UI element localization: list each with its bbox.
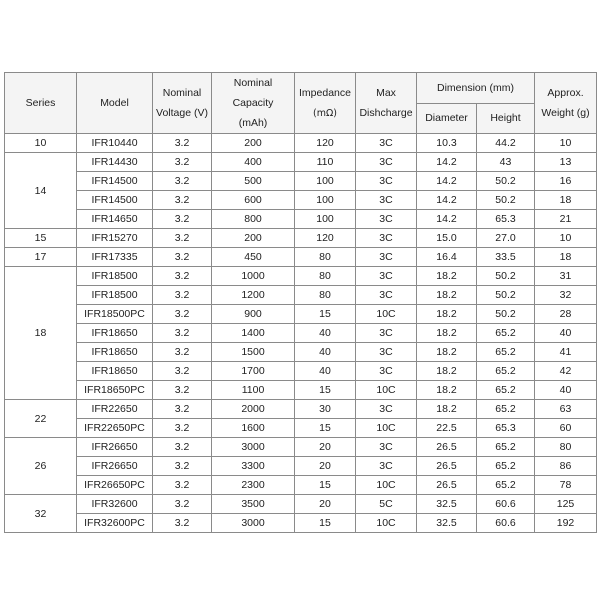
- table-row: [5, 210, 597, 229]
- height-cell: 60.6: [477, 514, 535, 533]
- impedance-cell: 20: [295, 457, 356, 476]
- model-cell: IFR15270: [77, 229, 153, 248]
- discharge-cell: 3C: [356, 134, 417, 153]
- impedance-cell: 120: [295, 229, 356, 248]
- impedance-cell: 15: [295, 476, 356, 495]
- discharge-cell: 3C: [356, 400, 417, 419]
- height-cell: 50.2: [477, 286, 535, 305]
- voltage-cell: 3.2: [153, 495, 212, 514]
- header-dimension: Dimension (mm): [417, 73, 535, 104]
- voltage-cell: 3.2: [153, 457, 212, 476]
- table-row: [5, 305, 597, 324]
- table-header: [5, 73, 597, 134]
- weight-cell: 42: [535, 362, 597, 381]
- capacity-cell: 1100: [212, 381, 295, 400]
- height-cell: 50.2: [477, 305, 535, 324]
- table-body: [5, 134, 597, 533]
- discharge-cell: 3C: [356, 286, 417, 305]
- model-cell: IFR22650: [77, 400, 153, 419]
- capacity-cell: 3500: [212, 495, 295, 514]
- header-voltage-line1: Nominal: [162, 87, 202, 99]
- diameter-cell: 14.2: [417, 153, 477, 172]
- diameter-cell: 18.2: [417, 400, 477, 419]
- discharge-cell: 10C: [356, 419, 417, 438]
- diameter-cell: 16.4: [417, 248, 477, 267]
- impedance-cell: 80: [295, 286, 356, 305]
- model-cell: IFR17335: [77, 248, 153, 267]
- diameter-cell: 26.5: [417, 476, 477, 495]
- model-cell: IFR26650PC: [77, 476, 153, 495]
- header-max-line2: Dishcharge: [359, 107, 413, 119]
- series-cell: 17: [5, 248, 77, 267]
- diameter-cell: 18.2: [417, 381, 477, 400]
- model-cell: IFR18650: [77, 362, 153, 381]
- diameter-cell: 18.2: [417, 324, 477, 343]
- voltage-cell: 3.2: [153, 210, 212, 229]
- voltage-cell: 3.2: [153, 438, 212, 457]
- height-cell: 65.2: [477, 362, 535, 381]
- table-row: [5, 191, 597, 210]
- voltage-cell: 3.2: [153, 343, 212, 362]
- discharge-cell: 3C: [356, 153, 417, 172]
- table-row: [5, 419, 597, 438]
- impedance-cell: 100: [295, 172, 356, 191]
- impedance-cell: 15: [295, 419, 356, 438]
- diameter-cell: 14.2: [417, 210, 477, 229]
- voltage-cell: 3.2: [153, 191, 212, 210]
- series-cell: 26: [5, 438, 77, 495]
- weight-cell: 28: [535, 305, 597, 324]
- impedance-cell: 100: [295, 191, 356, 210]
- model-cell: IFR18500PC: [77, 305, 153, 324]
- weight-cell: 10: [535, 134, 597, 153]
- capacity-cell: 3000: [212, 514, 295, 533]
- diameter-cell: 14.2: [417, 172, 477, 191]
- diameter-cell: 26.5: [417, 438, 477, 457]
- diameter-cell: 32.5: [417, 495, 477, 514]
- capacity-cell: 1700: [212, 362, 295, 381]
- capacity-cell: 1200: [212, 286, 295, 305]
- height-cell: 27.0: [477, 229, 535, 248]
- weight-cell: 18: [535, 248, 597, 267]
- weight-cell: 21: [535, 210, 597, 229]
- model-cell: IFR14500: [77, 172, 153, 191]
- voltage-cell: 3.2: [153, 324, 212, 343]
- height-cell: 65.2: [477, 324, 535, 343]
- header-impedance: [295, 73, 356, 134]
- header-series: Series: [5, 73, 77, 134]
- impedance-cell: 15: [295, 514, 356, 533]
- table-row: [5, 153, 597, 172]
- voltage-cell: 3.2: [153, 172, 212, 191]
- impedance-cell: 110: [295, 153, 356, 172]
- table-row: [5, 400, 597, 419]
- capacity-cell: 2000: [212, 400, 295, 419]
- battery-spec-table: [4, 72, 597, 533]
- table-row: [5, 476, 597, 495]
- height-cell: 50.2: [477, 191, 535, 210]
- voltage-cell: 3.2: [153, 305, 212, 324]
- impedance-cell: 120: [295, 134, 356, 153]
- series-cell: 14: [5, 153, 77, 229]
- weight-cell: 40: [535, 381, 597, 400]
- height-cell: 65.2: [477, 476, 535, 495]
- model-cell: IFR18500: [77, 286, 153, 305]
- capacity-cell: 400: [212, 153, 295, 172]
- height-cell: 33.5: [477, 248, 535, 267]
- weight-cell: 40: [535, 324, 597, 343]
- diameter-cell: 18.2: [417, 343, 477, 362]
- impedance-cell: 20: [295, 495, 356, 514]
- weight-cell: 125: [535, 495, 597, 514]
- capacity-cell: 800: [212, 210, 295, 229]
- table-row: [5, 229, 597, 248]
- voltage-cell: 3.2: [153, 476, 212, 495]
- weight-cell: 13: [535, 153, 597, 172]
- height-cell: 65.3: [477, 210, 535, 229]
- series-cell: 18: [5, 267, 77, 400]
- header-diameter: Diameter: [417, 103, 477, 134]
- weight-cell: 41: [535, 343, 597, 362]
- header-capacity-line2: (mAh): [238, 117, 268, 129]
- voltage-cell: 3.2: [153, 153, 212, 172]
- table-row: [5, 495, 597, 514]
- discharge-cell: 3C: [356, 324, 417, 343]
- weight-cell: 16: [535, 172, 597, 191]
- voltage-cell: 3.2: [153, 248, 212, 267]
- impedance-cell: 30: [295, 400, 356, 419]
- table-row: [5, 248, 597, 267]
- discharge-cell: 3C: [356, 267, 417, 286]
- voltage-cell: 3.2: [153, 400, 212, 419]
- diameter-cell: 18.2: [417, 305, 477, 324]
- weight-cell: 10: [535, 229, 597, 248]
- height-cell: 65.2: [477, 400, 535, 419]
- diameter-cell: 18.2: [417, 267, 477, 286]
- capacity-cell: 2300: [212, 476, 295, 495]
- header-voltage-line2: Voltage (V): [156, 107, 208, 119]
- impedance-cell: 20: [295, 438, 356, 457]
- voltage-cell: 3.2: [153, 267, 212, 286]
- model-cell: IFR32600: [77, 495, 153, 514]
- diameter-cell: 18.2: [417, 362, 477, 381]
- capacity-cell: 200: [212, 134, 295, 153]
- table-row: [5, 381, 597, 400]
- discharge-cell: 3C: [356, 457, 417, 476]
- header-capacity: [212, 73, 295, 134]
- height-cell: 65.2: [477, 438, 535, 457]
- capacity-cell: 3000: [212, 438, 295, 457]
- weight-cell: 63: [535, 400, 597, 419]
- diameter-cell: 32.5: [417, 514, 477, 533]
- diameter-cell: 18.2: [417, 286, 477, 305]
- model-cell: IFR26650: [77, 438, 153, 457]
- discharge-cell: 3C: [356, 248, 417, 267]
- series-cell: 10: [5, 134, 77, 153]
- capacity-cell: 900: [212, 305, 295, 324]
- header-weight: [535, 73, 597, 134]
- discharge-cell: 3C: [356, 343, 417, 362]
- weight-cell: 78: [535, 476, 597, 495]
- header-impedance-line1: Impedance: [299, 86, 351, 99]
- capacity-cell: 500: [212, 172, 295, 191]
- discharge-cell: 10C: [356, 514, 417, 533]
- model-cell: IFR14500: [77, 191, 153, 210]
- diameter-cell: 22.5: [417, 419, 477, 438]
- model-cell: IFR10440: [77, 134, 153, 153]
- height-cell: 65.2: [477, 457, 535, 476]
- model-cell: IFR26650: [77, 457, 153, 476]
- model-cell: IFR14430: [77, 153, 153, 172]
- capacity-cell: 600: [212, 191, 295, 210]
- height-cell: 60.6: [477, 495, 535, 514]
- model-cell: IFR18500: [77, 267, 153, 286]
- header-voltage: [153, 73, 212, 134]
- height-cell: 50.2: [477, 267, 535, 286]
- discharge-cell: 10C: [356, 305, 417, 324]
- diameter-cell: 14.2: [417, 191, 477, 210]
- table-row: [5, 343, 597, 362]
- header-max-line1: Max: [376, 87, 396, 99]
- height-cell: 50.2: [477, 172, 535, 191]
- series-cell: 22: [5, 400, 77, 438]
- header-impedance-line2: (mΩ): [313, 107, 337, 119]
- table-row: [5, 172, 597, 191]
- voltage-cell: 3.2: [153, 134, 212, 153]
- impedance-cell: 80: [295, 267, 356, 286]
- header-capacity-line1: Nominal Capacity: [232, 77, 274, 109]
- capacity-cell: 3300: [212, 457, 295, 476]
- height-cell: 65.2: [477, 381, 535, 400]
- capacity-cell: 1000: [212, 267, 295, 286]
- impedance-cell: 15: [295, 305, 356, 324]
- model-cell: IFR22650PC: [77, 419, 153, 438]
- voltage-cell: 3.2: [153, 229, 212, 248]
- capacity-cell: 1400: [212, 324, 295, 343]
- table-row: [5, 324, 597, 343]
- impedance-cell: 80: [295, 248, 356, 267]
- capacity-cell: 1500: [212, 343, 295, 362]
- header-height: Height: [477, 103, 535, 134]
- impedance-cell: 15: [295, 381, 356, 400]
- capacity-cell: 450: [212, 248, 295, 267]
- model-cell: IFR18650: [77, 324, 153, 343]
- table-row: [5, 267, 597, 286]
- series-cell: 32: [5, 495, 77, 533]
- voltage-cell: 3.2: [153, 419, 212, 438]
- model-cell: IFR14650: [77, 210, 153, 229]
- height-cell: 43: [477, 153, 535, 172]
- weight-cell: 18: [535, 191, 597, 210]
- weight-cell: 80: [535, 438, 597, 457]
- header-weight-line1: Approx.: [547, 87, 584, 99]
- impedance-cell: 40: [295, 362, 356, 381]
- weight-cell: 192: [535, 514, 597, 533]
- header-model: Model: [77, 73, 153, 134]
- discharge-cell: 5C: [356, 495, 417, 514]
- table-row: [5, 134, 597, 153]
- discharge-cell: 3C: [356, 438, 417, 457]
- weight-cell: 32: [535, 286, 597, 305]
- discharge-cell: 3C: [356, 172, 417, 191]
- voltage-cell: 3.2: [153, 381, 212, 400]
- table-row: [5, 286, 597, 305]
- table-row: [5, 457, 597, 476]
- height-cell: 65.3: [477, 419, 535, 438]
- model-cell: IFR32600PC: [77, 514, 153, 533]
- capacity-cell: 200: [212, 229, 295, 248]
- series-cell: 15: [5, 229, 77, 248]
- voltage-cell: 3.2: [153, 514, 212, 533]
- height-cell: 65.2: [477, 343, 535, 362]
- voltage-cell: 3.2: [153, 286, 212, 305]
- model-cell: IFR18650PC: [77, 381, 153, 400]
- header-weight-line2: Weight (g): [541, 107, 590, 119]
- discharge-cell: 3C: [356, 191, 417, 210]
- weight-cell: 31: [535, 267, 597, 286]
- model-cell: IFR18650: [77, 343, 153, 362]
- weight-cell: 86: [535, 457, 597, 476]
- discharge-cell: 10C: [356, 381, 417, 400]
- table-row: [5, 438, 597, 457]
- weight-cell: 60: [535, 419, 597, 438]
- discharge-cell: 3C: [356, 229, 417, 248]
- table-row: [5, 514, 597, 533]
- table-row: [5, 362, 597, 381]
- height-cell: 44.2: [477, 134, 535, 153]
- discharge-cell: 10C: [356, 476, 417, 495]
- diameter-cell: 15.0: [417, 229, 477, 248]
- impedance-cell: 100: [295, 210, 356, 229]
- discharge-cell: 3C: [356, 210, 417, 229]
- impedance-cell: 40: [295, 324, 356, 343]
- voltage-cell: 3.2: [153, 362, 212, 381]
- header-max-discharge: [356, 73, 417, 134]
- diameter-cell: 10.3: [417, 134, 477, 153]
- capacity-cell: 1600: [212, 419, 295, 438]
- discharge-cell: 3C: [356, 362, 417, 381]
- diameter-cell: 26.5: [417, 457, 477, 476]
- impedance-cell: 40: [295, 343, 356, 362]
